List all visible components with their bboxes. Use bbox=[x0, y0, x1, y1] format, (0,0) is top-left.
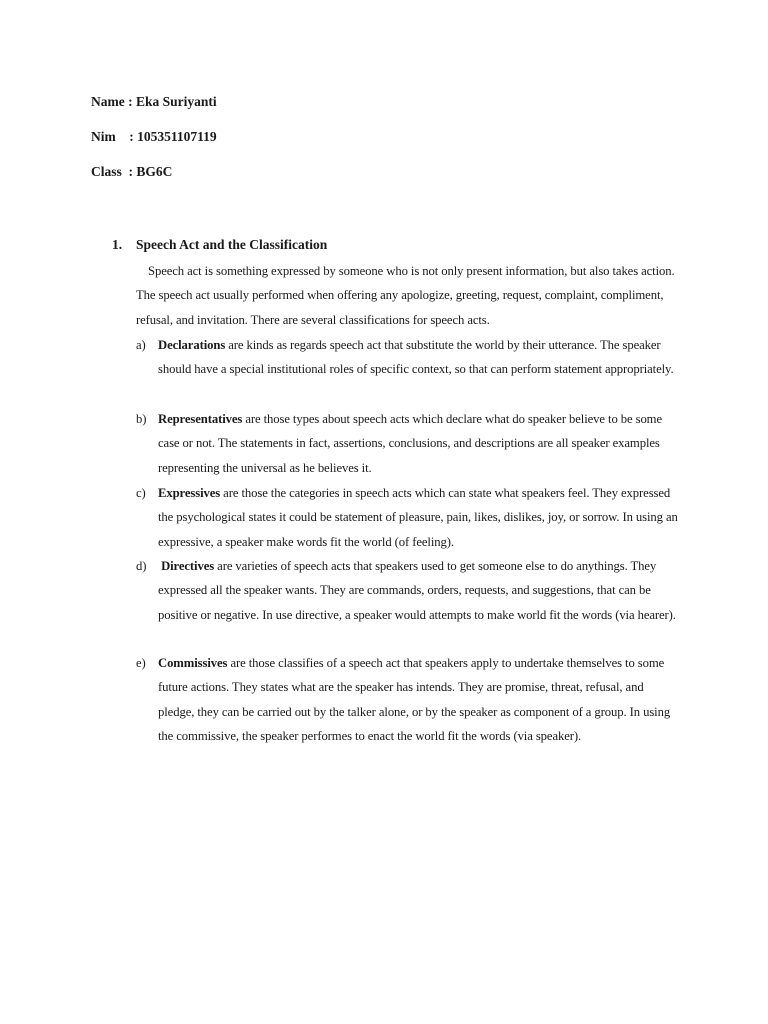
section-title: Speech Act and the Classification bbox=[136, 237, 328, 252]
list-marker: d) bbox=[136, 559, 147, 573]
list-item-text: are those types about speech acts which declare what do speaker believe to be some case or not. The statements in fact, assertions, conclusions, and descriptions are all speaker examples representing the universal as he believes it. bbox=[158, 412, 662, 475]
list-marker: e) bbox=[136, 656, 146, 670]
intro-paragraph: Speech act is something expressed by someone who is not only present information, but also takes action. The speech act usually performed when offering any apologize, greeting, request, complaint, compliment, refusal, and invitation. There are several classifications for speech acts. bbox=[136, 264, 675, 327]
list-item-text: are those classifies of a speech act that speakers apply to undertake themselves to some future actions. They states what are the speaker has intends. They are promise, threat, refusal, and pledge, they can be carried out by the talker alone, or by the speaker as component of a group. In using the commissive, the speaker performes to enact the world fit the words (via speaker). bbox=[158, 656, 671, 744]
list-marker: a) bbox=[136, 338, 146, 352]
list-item-term: Directives bbox=[158, 559, 215, 573]
list-item-directives bbox=[136, 554, 681, 627]
student-nim: Nim : 105351107119 bbox=[91, 129, 217, 144]
list-item-commissives bbox=[136, 651, 681, 749]
section-heading-row bbox=[112, 237, 682, 253]
student-class: Class : BG6C bbox=[91, 164, 173, 179]
list-item-expressives bbox=[136, 481, 681, 554]
list-item-declarations bbox=[136, 333, 681, 382]
student-name: Name : Eka Suriyanti bbox=[91, 94, 217, 109]
list-item-text: are varieties of speech acts that speakers used to get someone else to do anythings. They expressed all the speaker wants. They are commands, orders, requests, and suggestions, that can be positive or negative. In use directive, a speaker would attempts to make world fit the words (via hearer). bbox=[158, 559, 676, 622]
list-item-term: Commissives bbox=[158, 656, 228, 670]
list-item-term: Declarations bbox=[158, 338, 226, 352]
section-number: 1. bbox=[112, 237, 123, 252]
list-item-representatives bbox=[136, 407, 681, 480]
list-marker: b) bbox=[136, 412, 147, 426]
list-item-term: Representatives bbox=[158, 412, 243, 426]
list-item-text: are those the categories in speech acts which can state what speakers feel. They expressed the psychological states it could be statement of pleasure, pain, likes, dislikes, joy, or sorrow. In using an expressive, a speaker make words fit the world (of feeling). bbox=[158, 486, 678, 549]
list-marker: c) bbox=[136, 486, 146, 500]
list-item-text: are kinds as regards speech act that substitute the world by their utterance. The speaker should have a special institutional roles of specific context, so that can perform statement appropriately. bbox=[158, 338, 674, 377]
list-item-term: Expressives bbox=[158, 486, 221, 500]
